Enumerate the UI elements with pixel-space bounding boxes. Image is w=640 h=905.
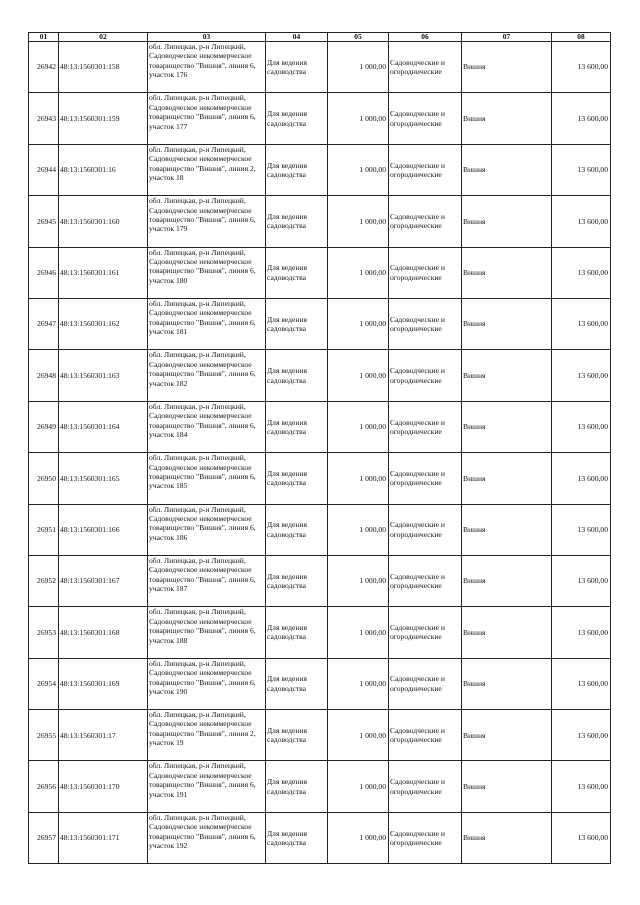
- table-row: [29, 350, 611, 401]
- address-cell: [148, 555, 266, 606]
- table-row: [29, 504, 611, 555]
- area-cell: 1 000,00: [328, 247, 389, 298]
- column-header: 05: [328, 33, 389, 42]
- row-number-cell: 26946: [29, 247, 59, 298]
- row-number-cell: 26943: [29, 93, 59, 144]
- value-cell: 13 600,00: [552, 761, 611, 812]
- value-cell: 13 600,00: [552, 504, 611, 555]
- value-cell: 13 600,00: [552, 658, 611, 709]
- name-cell: Вишня: [462, 658, 552, 709]
- address-text: обл. Липецкая, р-н Липецкий, Садоводческое некоммерческое товарищество "Вишня", линия 6, участок 191: [149, 761, 256, 799]
- table-header-row: [29, 33, 611, 42]
- row-number-cell: 26953: [29, 607, 59, 658]
- area-cell: 1 000,00: [328, 453, 389, 504]
- category-cell: Садоводческие и огороднические: [389, 93, 462, 144]
- cadastral-number-cell: 48:13:1560301:17: [59, 710, 148, 761]
- name-cell: Вишня: [462, 761, 552, 812]
- value-cell: 13 600,00: [552, 144, 611, 195]
- cadastral-number-cell: 48:13:1560301:16: [59, 144, 148, 195]
- name-cell: Вишня: [462, 453, 552, 504]
- table-row: [29, 607, 611, 658]
- category-cell: Садоводческие и огороднические: [389, 555, 462, 606]
- row-number-cell: 26954: [29, 658, 59, 709]
- permitted-use-cell: Для ведения садоводства: [266, 761, 328, 812]
- area-cell: 1 000,00: [328, 93, 389, 144]
- permitted-use-cell: Для ведения садоводства: [266, 555, 328, 606]
- table-row: [29, 453, 611, 504]
- address-text: обл. Липецкая, р-н Липецкий, Садоводческое некоммерческое товарищество "Вишня", линия 6, участок 186: [149, 504, 256, 542]
- cadastral-number-cell: 48:13:1560301:160: [59, 196, 148, 247]
- value-cell: 13 600,00: [552, 555, 611, 606]
- category-cell: Садоводческие и огороднические: [389, 401, 462, 452]
- address-text: обл. Липецкая, р-н Липецкий, Садоводческое некоммерческое товарищество "Вишня", линия 6, участок 181: [149, 298, 256, 337]
- area-cell: 1 000,00: [328, 196, 389, 247]
- table-row: [29, 401, 611, 452]
- area-cell: 1 000,00: [328, 350, 389, 401]
- table-row: [29, 93, 611, 144]
- permitted-use-cell: Для ведения садоводства: [266, 93, 328, 144]
- address-cell: [148, 607, 266, 658]
- value-cell: 13 600,00: [552, 196, 611, 247]
- value-cell: 13 600,00: [552, 350, 611, 401]
- row-number-cell: 26951: [29, 504, 59, 555]
- address-cell: [148, 658, 266, 709]
- row-number-cell: 26945: [29, 196, 59, 247]
- permitted-use-cell: Для ведения садоводства: [266, 298, 328, 349]
- land-registry-table: [28, 32, 611, 864]
- row-number-cell: 26957: [29, 812, 59, 863]
- category-cell: Садоводческие и огороднические: [389, 658, 462, 709]
- cadastral-number-cell: 48:13:1560301:158: [59, 42, 148, 93]
- document-page: [28, 32, 610, 864]
- permitted-use-cell: Для ведения садоводства: [266, 658, 328, 709]
- address-text: обл. Липецкая, р-н Липецкий, Садоводческое некоммерческое товарищество "Вишня", линия 6, участок 184: [149, 401, 256, 439]
- address-cell: [148, 401, 266, 452]
- permitted-use-cell: Для ведения садоводства: [266, 453, 328, 504]
- value-cell: 13 600,00: [552, 710, 611, 761]
- cadastral-number-cell: 48:13:1560301:171: [59, 812, 148, 863]
- name-cell: Вишня: [462, 350, 552, 401]
- category-cell: Садоводческие и огороднические: [389, 196, 462, 247]
- table-row: [29, 555, 611, 606]
- row-number-cell: 26950: [29, 453, 59, 504]
- row-number-cell: 26949: [29, 401, 59, 452]
- table-row: [29, 144, 611, 195]
- row-number-cell: 26948: [29, 350, 59, 401]
- area-cell: 1 000,00: [328, 401, 389, 452]
- column-header: 06: [389, 33, 462, 42]
- column-header: 08: [552, 33, 611, 42]
- address-text: обл. Липецкая, р-н Липецкий, Садоводческое некоммерческое товарищество "Вишня", линия 6, участок 188: [149, 607, 256, 645]
- address-cell: [148, 42, 266, 93]
- address-text: обл. Липецкая, р-н Липецкий, Садоводческое некоммерческое товарищество "Вишня", линия 6, участок 177: [149, 93, 256, 131]
- permitted-use-cell: Для ведения садоводства: [266, 607, 328, 658]
- address-text: обл. Липецкая, р-н Липецкий, Садоводческое некоммерческое товарищество "Вишня", линия 6, участок 190: [149, 658, 256, 696]
- area-cell: 1 000,00: [328, 658, 389, 709]
- cadastral-number-cell: 48:13:1560301:167: [59, 555, 148, 606]
- address-text: обл. Липецкая, р-н Липецкий, Садоводческое некоммерческое товарищество "Вишня", линия 6, участок 192: [149, 812, 256, 851]
- row-number-cell: 26944: [29, 144, 59, 195]
- category-cell: Садоводческие и огороднические: [389, 42, 462, 93]
- cadastral-number-cell: 48:13:1560301:163: [59, 350, 148, 401]
- permitted-use-cell: Для ведения садоводства: [266, 247, 328, 298]
- cadastral-number-cell: 48:13:1560301:164: [59, 401, 148, 452]
- permitted-use-cell: Для ведения садоводства: [266, 710, 328, 761]
- cadastral-number-cell: 48:13:1560301:170: [59, 761, 148, 812]
- permitted-use-cell: Для ведения садоводства: [266, 812, 328, 863]
- category-cell: Садоводческие и огороднические: [389, 350, 462, 401]
- area-cell: 1 000,00: [328, 812, 389, 863]
- table-row: [29, 298, 611, 349]
- address-cell: [148, 350, 266, 401]
- address-cell: [148, 812, 266, 863]
- permitted-use-cell: Для ведения садоводства: [266, 401, 328, 452]
- value-cell: 13 600,00: [552, 93, 611, 144]
- area-cell: 1 000,00: [328, 144, 389, 195]
- value-cell: 13 600,00: [552, 812, 611, 863]
- name-cell: Вишня: [462, 196, 552, 247]
- name-cell: Вишня: [462, 401, 552, 452]
- permitted-use-cell: Для ведения садоводства: [266, 42, 328, 93]
- address-cell: [148, 504, 266, 555]
- name-cell: Вишня: [462, 710, 552, 761]
- table-row: [29, 247, 611, 298]
- column-header: 07: [462, 33, 552, 42]
- value-cell: 13 600,00: [552, 298, 611, 349]
- address-text: обл. Липецкая, р-н Липецкий, Садоводческое некоммерческое товарищество "Вишня", линия 6, участок 179: [149, 196, 256, 234]
- row-number-cell: 26952: [29, 555, 59, 606]
- name-cell: Вишня: [462, 607, 552, 658]
- address-cell: [148, 710, 266, 761]
- address-cell: [148, 298, 266, 349]
- area-cell: 1 000,00: [328, 607, 389, 658]
- category-cell: Садоводческие и огороднические: [389, 247, 462, 298]
- address-text: обл. Липецкая, р-н Липецкий, Садоводческое некоммерческое товарищество "Вишня", линия 2, участок 19: [149, 710, 256, 748]
- row-number-cell: 26956: [29, 761, 59, 812]
- cadastral-number-cell: 48:13:1560301:159: [59, 93, 148, 144]
- name-cell: Вишня: [462, 812, 552, 863]
- name-cell: Вишня: [462, 247, 552, 298]
- address-cell: [148, 247, 266, 298]
- table-row: [29, 761, 611, 812]
- cadastral-number-cell: 48:13:1560301:169: [59, 658, 148, 709]
- category-cell: Садоводческие и огороднические: [389, 144, 462, 195]
- value-cell: 13 600,00: [552, 42, 611, 93]
- cadastral-number-cell: 48:13:1560301:161: [59, 247, 148, 298]
- category-cell: Садоводческие и огороднические: [389, 812, 462, 863]
- address-text: обл. Липецкая, р-н Липецкий, Садоводческое некоммерческое товарищество "Вишня", линия 6, участок 176: [149, 42, 256, 80]
- row-number-cell: 26955: [29, 710, 59, 761]
- name-cell: Вишня: [462, 504, 552, 555]
- column-header: 04: [266, 33, 328, 42]
- permitted-use-cell: Для ведения садоводства: [266, 504, 328, 555]
- value-cell: 13 600,00: [552, 401, 611, 452]
- address-text: обл. Липецкая, р-н Липецкий, Садоводческое некоммерческое товарищество "Вишня", линия 6, участок 182: [149, 350, 256, 388]
- name-cell: Вишня: [462, 144, 552, 195]
- area-cell: 1 000,00: [328, 555, 389, 606]
- table-row: [29, 812, 611, 863]
- cadastral-number-cell: 48:13:1560301:165: [59, 453, 148, 504]
- name-cell: Вишня: [462, 555, 552, 606]
- category-cell: Садоводческие и огороднические: [389, 710, 462, 761]
- name-cell: Вишня: [462, 298, 552, 349]
- name-cell: Вишня: [462, 42, 552, 93]
- address-cell: [148, 196, 266, 247]
- value-cell: 13 600,00: [552, 247, 611, 298]
- area-cell: 1 000,00: [328, 42, 389, 93]
- address-cell: [148, 93, 266, 144]
- category-cell: Садоводческие и огороднические: [389, 504, 462, 555]
- table-row: [29, 42, 611, 93]
- category-cell: Садоводческие и огороднические: [389, 607, 462, 658]
- address-text: обл. Липецкая, р-н Липецкий, Садоводческое некоммерческое товарищество "Вишня", линия 6, участок 187: [149, 555, 256, 594]
- row-number-cell: 26947: [29, 298, 59, 349]
- area-cell: 1 000,00: [328, 761, 389, 812]
- cadastral-number-cell: 48:13:1560301:162: [59, 298, 148, 349]
- category-cell: Садоводческие и огороднические: [389, 453, 462, 504]
- category-cell: Садоводческие и огороднические: [389, 298, 462, 349]
- column-header: 03: [148, 33, 266, 42]
- name-cell: Вишня: [462, 93, 552, 144]
- value-cell: 13 600,00: [552, 453, 611, 504]
- address-cell: [148, 453, 266, 504]
- area-cell: 1 000,00: [328, 298, 389, 349]
- address-cell: [148, 144, 266, 195]
- column-header: 01: [29, 33, 59, 42]
- address-text: обл. Липецкая, р-н Липецкий, Садоводческое некоммерческое товарищество "Вишня", линия 6, участок 180: [149, 247, 256, 285]
- permitted-use-cell: Для ведения садоводства: [266, 196, 328, 247]
- area-cell: 1 000,00: [328, 710, 389, 761]
- table-body: [29, 42, 611, 864]
- address-text: обл. Липецкая, р-н Липецкий, Садоводческое некоммерческое товарищество "Вишня", линия 6, участок 185: [149, 453, 256, 491]
- cadastral-number-cell: 48:13:1560301:166: [59, 504, 148, 555]
- cadastral-number-cell: 48:13:1560301:168: [59, 607, 148, 658]
- row-number-cell: 26942: [29, 42, 59, 93]
- category-cell: Садоводческие и огороднические: [389, 761, 462, 812]
- column-header: 02: [59, 33, 148, 42]
- value-cell: 13 600,00: [552, 607, 611, 658]
- permitted-use-cell: Для ведения садоводства: [266, 144, 328, 195]
- table-row: [29, 196, 611, 247]
- permitted-use-cell: Для ведения садоводства: [266, 350, 328, 401]
- table-row: [29, 710, 611, 761]
- area-cell: 1 000,00: [328, 504, 389, 555]
- address-cell: [148, 761, 266, 812]
- table-row: [29, 658, 611, 709]
- address-text: обл. Липецкая, р-н Липецкий, Садоводческое некоммерческое товарищество "Вишня", линия 2, участок 18: [149, 144, 256, 182]
